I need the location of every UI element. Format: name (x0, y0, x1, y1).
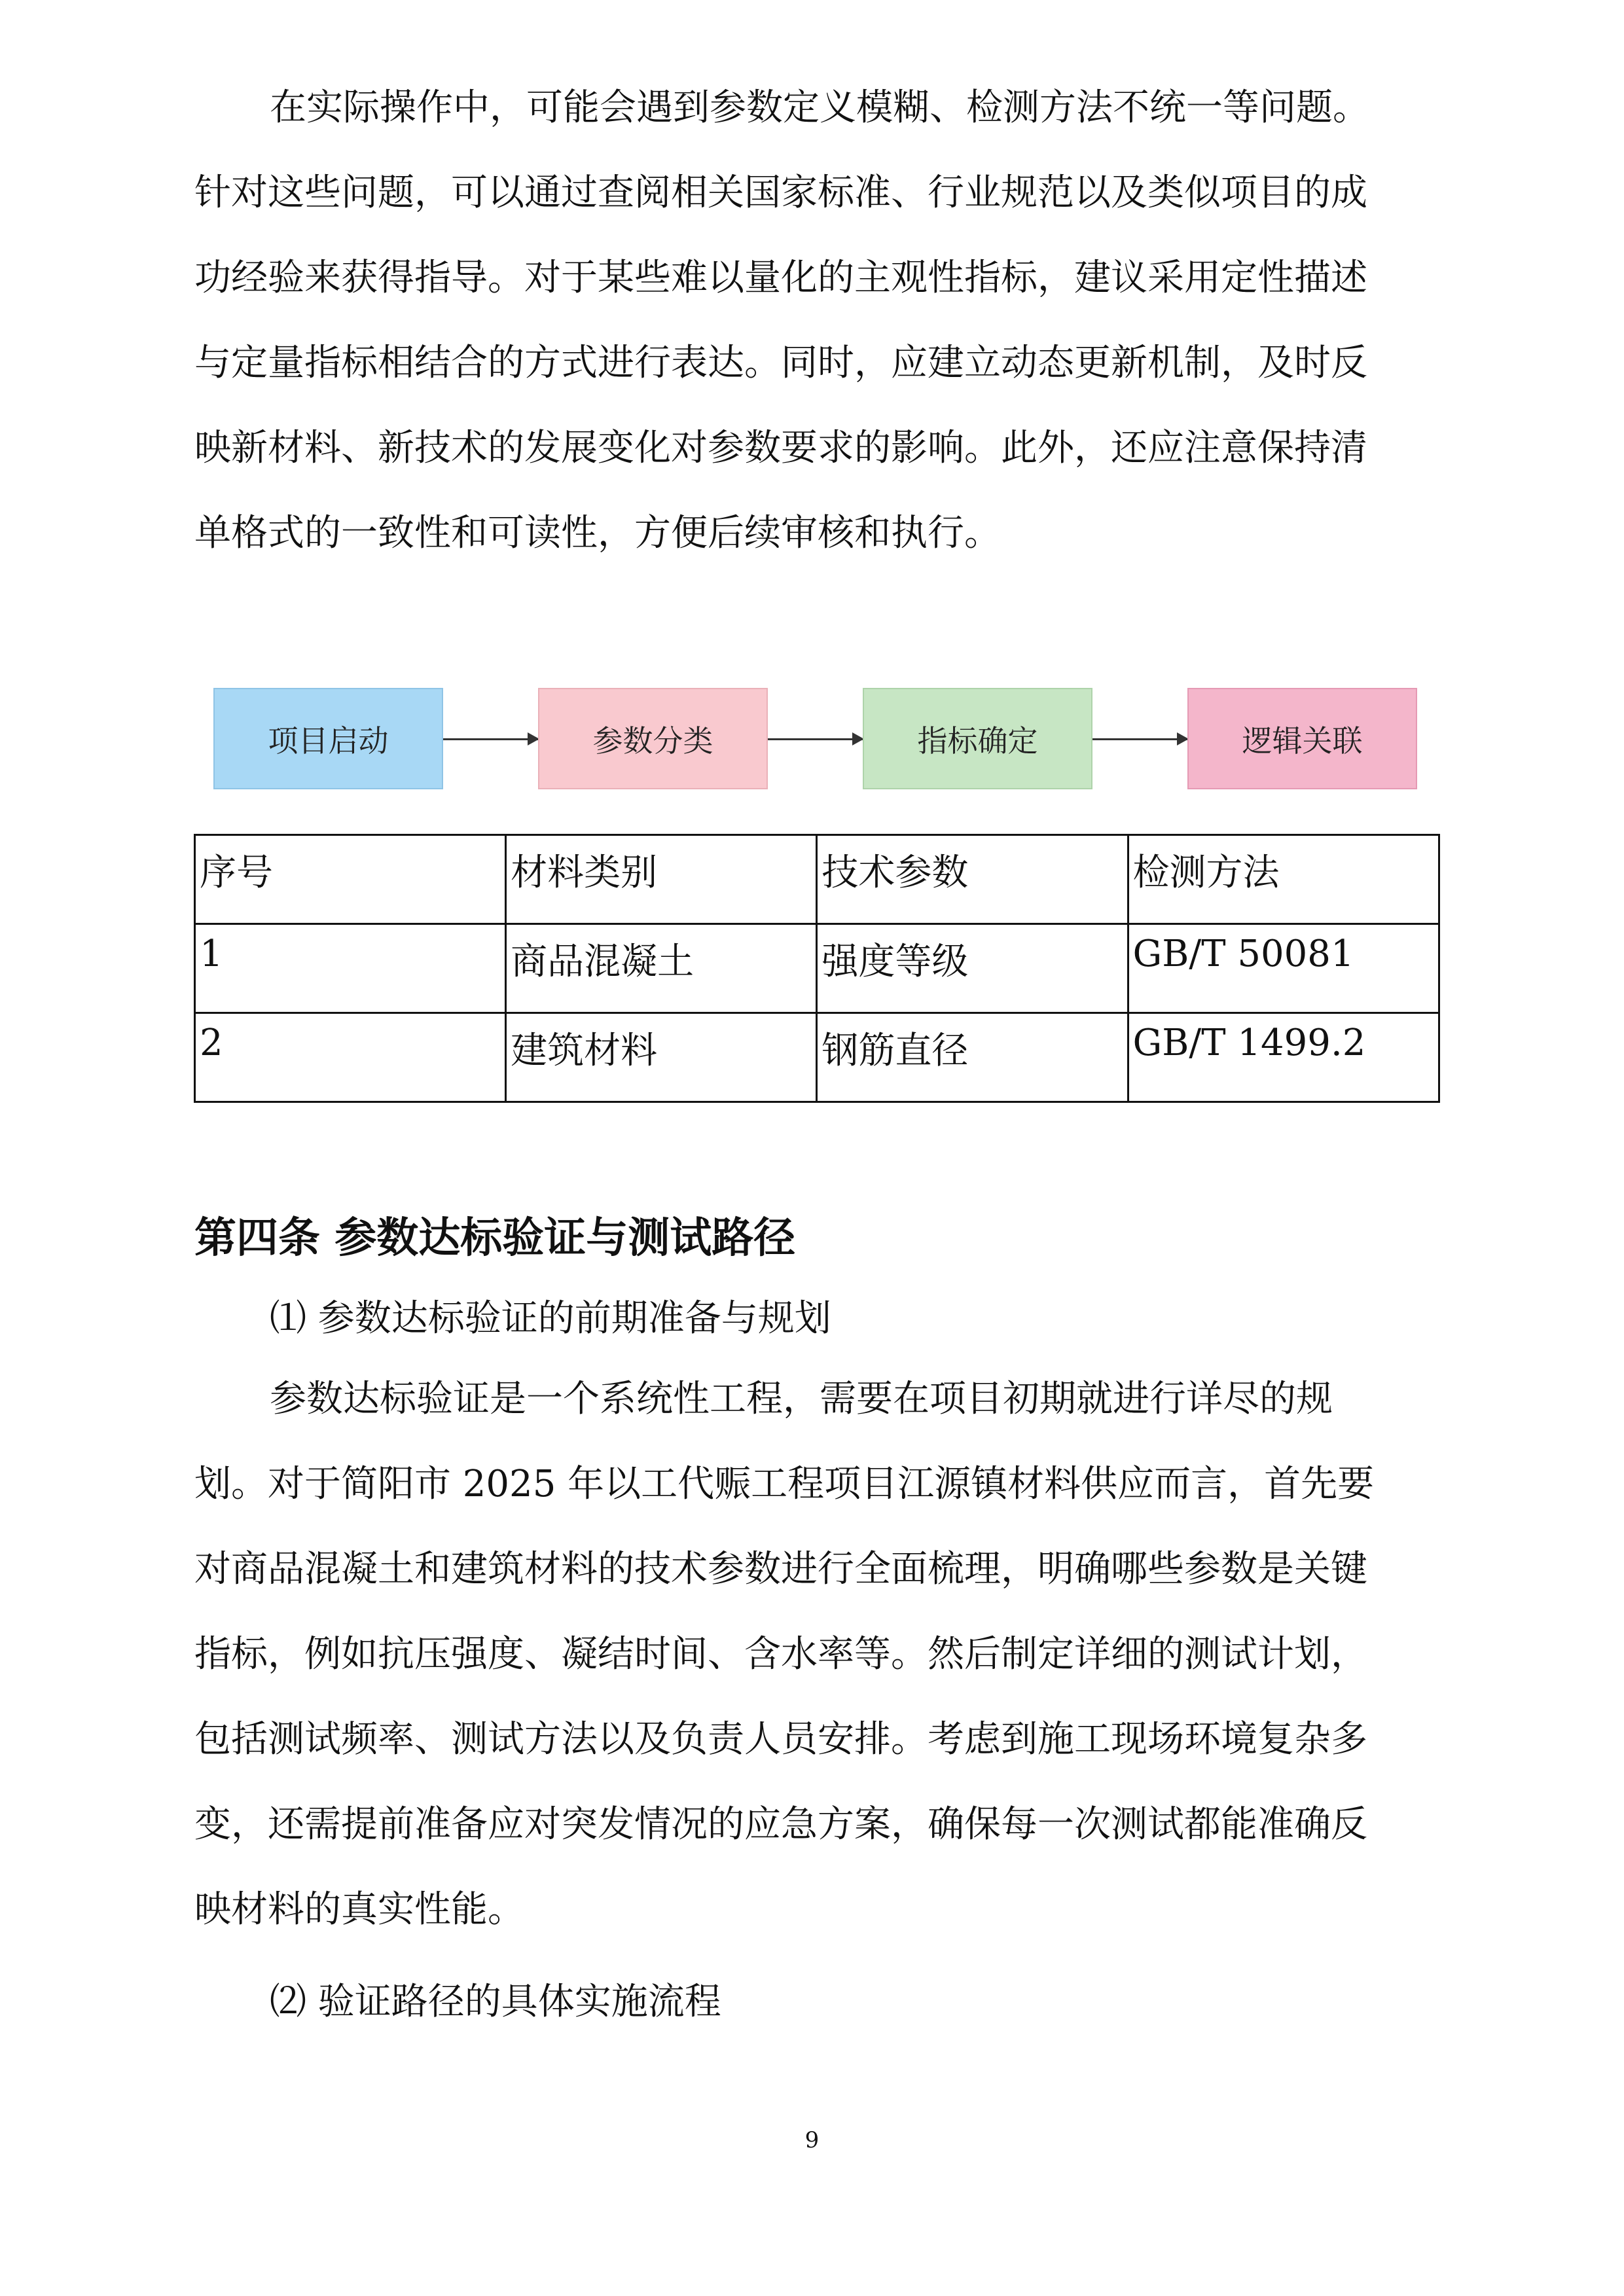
section-paragraph (194, 1357, 1425, 1952)
flow-step-indicator-determination: 指标确定 (863, 688, 1092, 789)
flow-step-parameter-classification: 参数分类 (538, 688, 768, 789)
text-line: 功经验来获得指导。对于某些难以量化的主观性指标，建议采用定性描述 (194, 257, 1367, 299)
table-cell: 商品混凝土 (506, 924, 817, 1013)
intro-paragraph (194, 65, 1425, 576)
table-header-row (195, 835, 1439, 924)
text-line: 与定量指标相结合的方式进行表达。同时，应建立动态更新机制，及时反 (194, 342, 1367, 384)
table-cell: 钢筋直径 (817, 1013, 1128, 1102)
flow-arrow (768, 738, 863, 740)
flow-step-logic-association: 逻辑关联 (1187, 688, 1417, 789)
header-cell: 检测方法 (1128, 835, 1439, 924)
text-line: 对商品混凝土和建筑材料的技术参数进行全面梳理，明确哪些参数是关键 (194, 1548, 1367, 1590)
subsection-title-1: ⑴ 参数达标验证的前期准备与规划 (270, 1297, 831, 1340)
table-cell: 建筑材料 (506, 1013, 817, 1102)
text-line: 映新材料、新技术的发展变化对参数要求的影响。此外，还应注意保持清 (194, 427, 1367, 469)
text-line: 在实际操作中，可能会遇到参数定义模糊、检测方法不统一等问题。 (270, 86, 1369, 129)
flow-arrow (1092, 738, 1187, 740)
table-cell: 强度等级 (817, 924, 1128, 1013)
text-line: 单格式的一致性和可读性，方便后续审核和执行。 (194, 512, 1001, 554)
table-row (195, 924, 1439, 1013)
subsection-title-2: ⑵ 验证路径的具体实施流程 (270, 1981, 721, 2023)
text-line: 映材料的真实性能。 (194, 1888, 524, 1931)
flow-step-project-start: 项目启动 (213, 688, 443, 789)
header-cell: 序号 (195, 835, 506, 924)
text-line: 划。对于简阳市 2025 年以工代赈工程项目江源镇材料供应而言，首先要 (194, 1463, 1375, 1505)
text-line: 参数达标验证是一个系统性工程，需要在项目初期就进行详尽的规 (270, 1378, 1333, 1420)
table-cell: 1 (195, 924, 506, 1013)
page-number: 9 (804, 2127, 820, 2153)
table-cell: GB/T 1499.2 (1128, 1013, 1439, 1102)
header-cell: 技术参数 (817, 835, 1128, 924)
process-flow-diagram (213, 688, 1418, 789)
table-cell: 2 (195, 1013, 506, 1102)
text-line: 变，还需提前准备应对突发情况的应急方案，确保每一次测试都能准确反 (194, 1803, 1367, 1846)
header-cell: 材料类别 (506, 835, 817, 924)
section-heading: 第四条 参数达标验证与测试路径 (194, 1213, 796, 1263)
parameter-table (194, 834, 1440, 1103)
text-line: 指标，例如抗压强度、凝结时间、含水率等。然后制定详细的测试计划， (194, 1633, 1367, 1676)
table-cell: GB/T 50081 (1128, 924, 1439, 1013)
table-row (195, 1013, 1439, 1102)
text-line: 针对这些问题，可以通过查阅相关国家标准、行业规范以及类似项目的成 (194, 171, 1367, 214)
text-line: 包括测试频率、测试方法以及负责人员安排。考虑到施工现场环境复杂多 (194, 1718, 1367, 1761)
flow-arrow (443, 738, 538, 740)
